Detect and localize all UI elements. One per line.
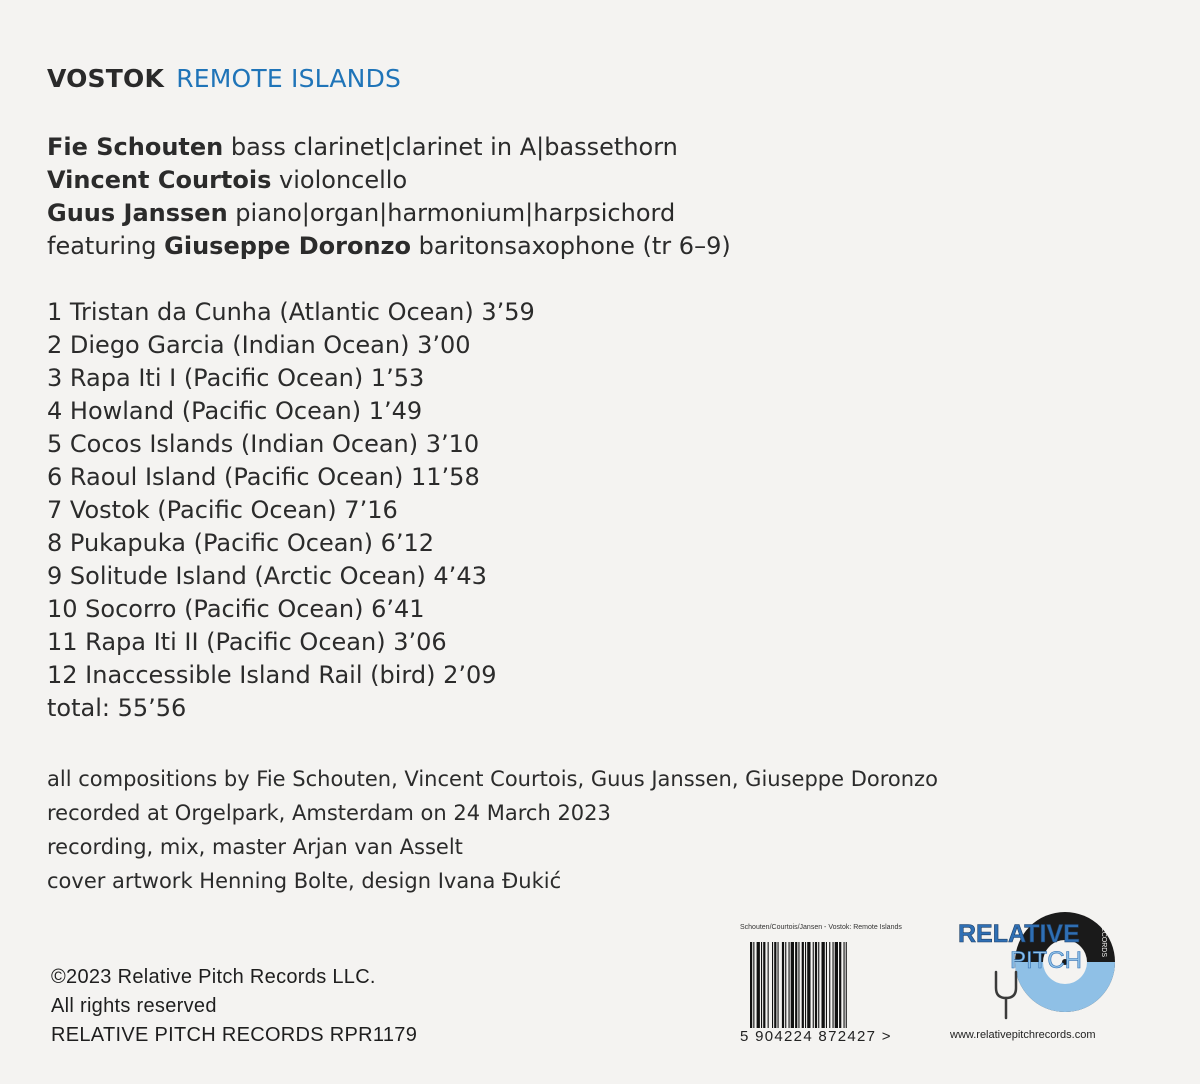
barcode-bar	[822, 942, 825, 1028]
track-item: 3 Rapa Iti I (Pacific Ocean) 1’53	[47, 364, 425, 392]
barcode-bar	[805, 942, 806, 1028]
album-name: REMOTE ISLANDS	[176, 64, 402, 93]
track-item: 2 Diego Garcia (Indian Ocean) 3’00	[47, 331, 471, 359]
barcode-bar	[757, 942, 760, 1028]
catalog-number: RELATIVE PITCH RECORDS RPR1179	[51, 1024, 418, 1046]
label-website: www.relativepitchrecords.com	[950, 1029, 1096, 1041]
barcode-bar	[826, 942, 827, 1028]
musician-instruments: violoncello	[279, 166, 408, 194]
album-title	[47, 64, 401, 93]
personnel-item	[47, 197, 731, 230]
personnel-list	[47, 131, 731, 263]
track-item: 12 Inaccessible Island Rail (bird) 2’09	[47, 661, 497, 689]
copyright-line: All rights reserved	[51, 995, 217, 1017]
barcode-bar	[785, 942, 786, 1028]
barcode-bar	[846, 942, 847, 1028]
barcode-caption: Schouten/Courtois/Jansen - Vostok: Remote Islands	[740, 924, 902, 931]
barcode-bar	[772, 942, 773, 1028]
featured-musician-name: Giuseppe Doronzo	[164, 232, 412, 260]
track-item: 1 Tristan da Cunha (Atlantic Ocean) 3’59	[47, 298, 535, 326]
credit-line: recording, mix, master Arjan van Asselt	[47, 835, 463, 859]
credit-line: all compositions by Fie Schouten, Vincent Courtois, Guus Janssen, Giuseppe Doronzo	[47, 767, 938, 791]
barcode-bar	[839, 942, 841, 1028]
musician-instruments: bass clarinet|clarinet in A|bassethorn	[230, 133, 678, 161]
barcode-bar	[768, 942, 769, 1028]
barcode-bar	[782, 942, 784, 1028]
barcode-bar	[795, 942, 797, 1028]
barcode-bars	[750, 942, 880, 1028]
barcode-bar	[802, 942, 804, 1028]
logo-word-records: RECORDS	[1100, 922, 1107, 958]
copyright-line: ©2023 Relative Pitch Records LLC.	[51, 966, 376, 988]
barcode-bar	[835, 942, 838, 1028]
artist-name: VOSTOK	[47, 64, 165, 93]
personnel-item	[47, 131, 731, 164]
credit-line: recorded at Orgelpark, Amsterdam on 24 March 2023	[47, 801, 611, 825]
logo-word-relative: RELATIVE	[958, 920, 1080, 948]
track-item: 7 Vostok (Pacific Ocean) 7’16	[47, 496, 398, 524]
tracklist	[47, 296, 535, 725]
track-item: 6 Raoul Island (Pacific Ocean) 11’58	[47, 463, 480, 491]
musician-name: Fie Schouten	[47, 133, 224, 161]
copyright-block	[51, 963, 417, 1050]
credits-block	[47, 762, 938, 898]
featuring-item	[47, 230, 731, 263]
featured-musician-instruments: baritonsaxophone (tr 6–9)	[418, 232, 731, 260]
barcode-bar	[763, 942, 765, 1028]
barcode-bar	[791, 942, 794, 1028]
barcode-bar	[778, 942, 779, 1028]
barcode-bar	[829, 942, 830, 1028]
musician-instruments: piano|organ|harmonium|harpsichord	[235, 199, 676, 227]
tuning-fork-icon	[996, 972, 1016, 1018]
track-item: 8 Pukapuka (Pacific Ocean) 6’12	[47, 529, 435, 557]
featuring-prefix: featuring	[47, 232, 157, 260]
barcode-bar	[798, 942, 799, 1028]
label-logo	[950, 910, 1150, 1070]
track-item: 5 Cocos Islands (Indian Ocean) 3’10	[47, 430, 480, 458]
barcode-bar	[761, 942, 762, 1028]
track-item: 9 Solitude Island (Arctic Ocean) 4’43	[47, 562, 487, 590]
relative-pitch-logo-icon	[950, 910, 1150, 1030]
barcode-bar	[774, 942, 776, 1028]
barcode-bar	[813, 942, 814, 1028]
total-duration: total: 55’56	[47, 694, 187, 722]
barcode-bar	[753, 942, 754, 1028]
musician-name: Guus Janssen	[47, 199, 228, 227]
barcode-bar	[807, 942, 810, 1028]
track-item: 10 Socorro (Pacific Ocean) 6’41	[47, 595, 425, 623]
track-item: 4 Howland (Pacific Ocean) 1’49	[47, 397, 423, 425]
barcode-bar	[844, 942, 845, 1028]
personnel-item	[47, 164, 731, 197]
barcode-bar	[750, 942, 752, 1028]
barcode-digits: 5 904224 872427 >	[740, 1028, 892, 1045]
track-item: 11 Rapa Iti II (Pacific Ocean) 3’06	[47, 628, 447, 656]
barcode-bar	[818, 942, 819, 1028]
barcode-bar	[833, 942, 834, 1028]
barcode-bar	[815, 942, 817, 1028]
musician-name: Vincent Courtois	[47, 166, 272, 194]
barcode-bar	[789, 942, 790, 1028]
barcode	[740, 924, 900, 1048]
logo-word-pitch: PITCH	[1010, 947, 1082, 974]
credit-line: cover artwork Henning Bolte, design Ivana Đukić	[47, 869, 562, 893]
